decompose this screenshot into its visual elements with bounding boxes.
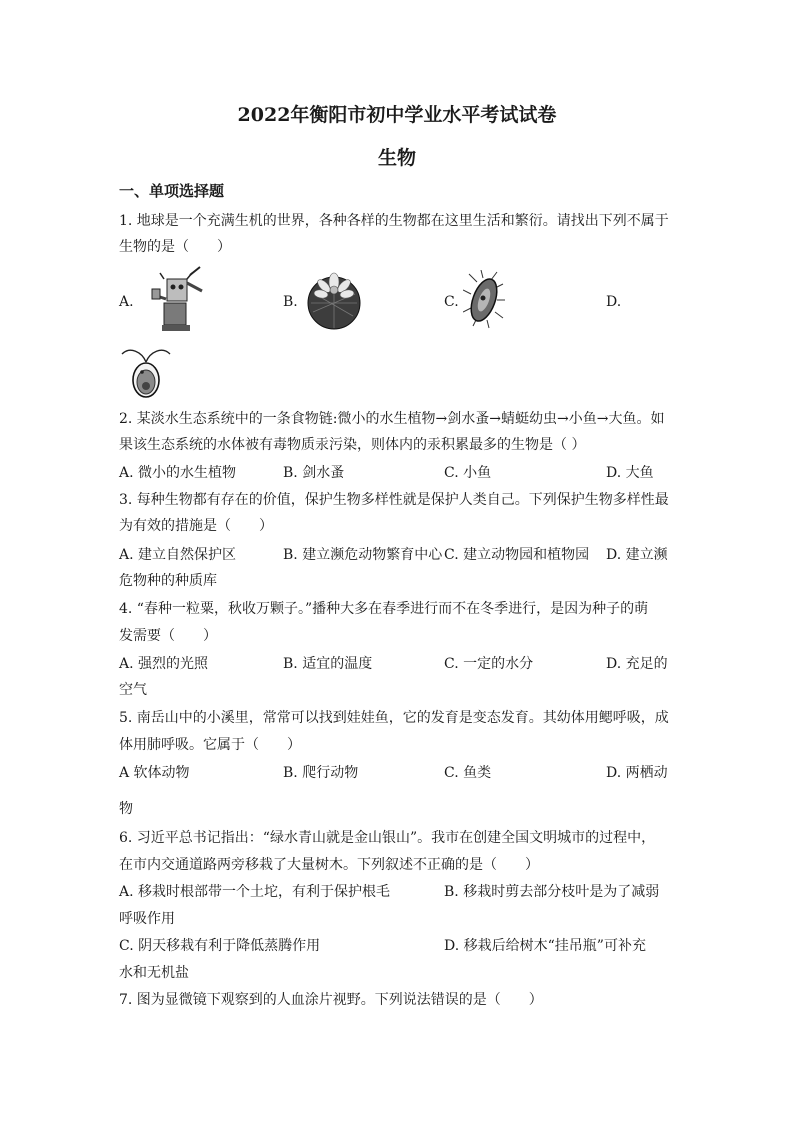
bacterium-icon xyxy=(463,270,505,330)
chlamydomonas-icon xyxy=(120,344,172,400)
cactus-flower-icon xyxy=(305,272,363,330)
q3-option-d: D. 建立濒 xyxy=(606,547,668,563)
q2-option-a: A. 微小的水生植物 xyxy=(119,465,237,481)
q5-stem-line1: 5. 南岳山中的小溪里，常常可以找到娃娃鱼，它的发育是变态发育。其幼体用鳃呼吸，成 xyxy=(119,710,669,726)
q1-option-b: B. xyxy=(283,294,298,310)
q4-option-d-wrap: 空气 xyxy=(119,682,147,698)
q3-option-d-wrap: 危物种的种质库 xyxy=(119,573,217,589)
q5-option-b: B. 爬行动物 xyxy=(283,765,359,781)
q4-stem-line2: 发需要（ ） xyxy=(119,628,217,644)
q4-option-a: A. 强烈的光照 xyxy=(119,656,209,672)
robot-icon xyxy=(150,265,210,335)
q3-stem-line1: 3. 每种生物都有存在的价值，保护生物多样性就是保护人类自己。下列保护生物多样性最 xyxy=(119,492,669,508)
q1-stem-line2: 生物的是（ ） xyxy=(119,239,231,255)
q2-option-d: D. 大鱼 xyxy=(606,465,654,481)
q2-option-b: B. 剑水蚤 xyxy=(283,465,345,481)
q5-option-d: D. 两栖动 xyxy=(606,765,668,781)
q5-option-d-wrap: 物 xyxy=(119,801,133,817)
q2-stem-line1: 2. 某淡水生态系统中的一条食物链:微小的水生植物→剑水蚤→蜻蜓幼虫→小鱼→大鱼。如 xyxy=(119,411,665,427)
q6-option-d: D. 移栽后给树木“挂吊瓶”可补充 xyxy=(444,938,646,954)
q5-stem-line2: 体用肺呼吸。它属于（ ） xyxy=(119,737,301,753)
q7-stem-line1: 7. 图为显微镜下观察到的人血涂片视野。下列说法错误的是（ ） xyxy=(119,992,543,1008)
q3-stem-line2: 为有效的措施是（ ） xyxy=(119,518,273,534)
q1-option-d: D. xyxy=(606,294,622,310)
q6-option-b: B. 移栽时剪去部分枝叶是为了减弱 xyxy=(444,884,660,900)
q6-stem-line1: 6. 习近平总书记指出：“绿水青山就是金山银山”。我市在创建全国文明城市的过程中， xyxy=(119,830,656,846)
q6-option-a: A. 移栽时根部带一个土坨，有利于保护根毛 xyxy=(119,884,391,900)
q4-option-b: B. 适宜的温度 xyxy=(283,656,373,672)
q4-stem-line1: 4. “春种一粒粟，秋收万颗子。”播种大多在春季进行而不在冬季进行，是因为种子的萌 xyxy=(119,601,649,617)
q4-option-c: C. 一定的水分 xyxy=(444,656,534,672)
q6-stem-line2: 在市内交通道路两旁移栽了大量树木。下列叙述不正确的是（ ） xyxy=(119,857,539,873)
q1-stem-line1: 1. 地球是一个充满生机的世界，各种各样的生物都在这里生活和繁衍。请找出下列不属于 xyxy=(119,213,669,229)
subject-title: 生物 xyxy=(377,147,416,169)
q5-option-a: A 软体动物 xyxy=(119,765,190,781)
q1-option-a: A. xyxy=(119,294,134,310)
q5-option-c: C. 鱼类 xyxy=(444,765,492,781)
q6-option-d-wrap: 水和无机盐 xyxy=(119,965,189,981)
q3-option-b: B. 建立濒危动物繁育中心 xyxy=(283,547,443,563)
q3-option-a: A. 建立自然保护区 xyxy=(119,547,237,563)
q1-option-c: C. xyxy=(444,294,459,310)
q6-option-b-wrap: 呼吸作用 xyxy=(119,911,175,927)
q2-option-c: C. 小鱼 xyxy=(444,465,492,481)
q2-stem-line2: 果该生态系统的水体被有毒物质汞污染，则体内的汞积累最多的生物是（ ） xyxy=(119,437,586,453)
q4-option-d: D. 充足的 xyxy=(606,656,668,672)
section-heading: 一、单项选择题 xyxy=(119,182,225,200)
q6-option-c: C. 阴天移栽有利于降低蒸腾作用 xyxy=(119,938,321,954)
exam-title: 2022年衡阳市初中学业水平考试试卷 xyxy=(237,104,557,126)
q3-option-c: C. 建立动物园和植物园 xyxy=(444,547,590,563)
